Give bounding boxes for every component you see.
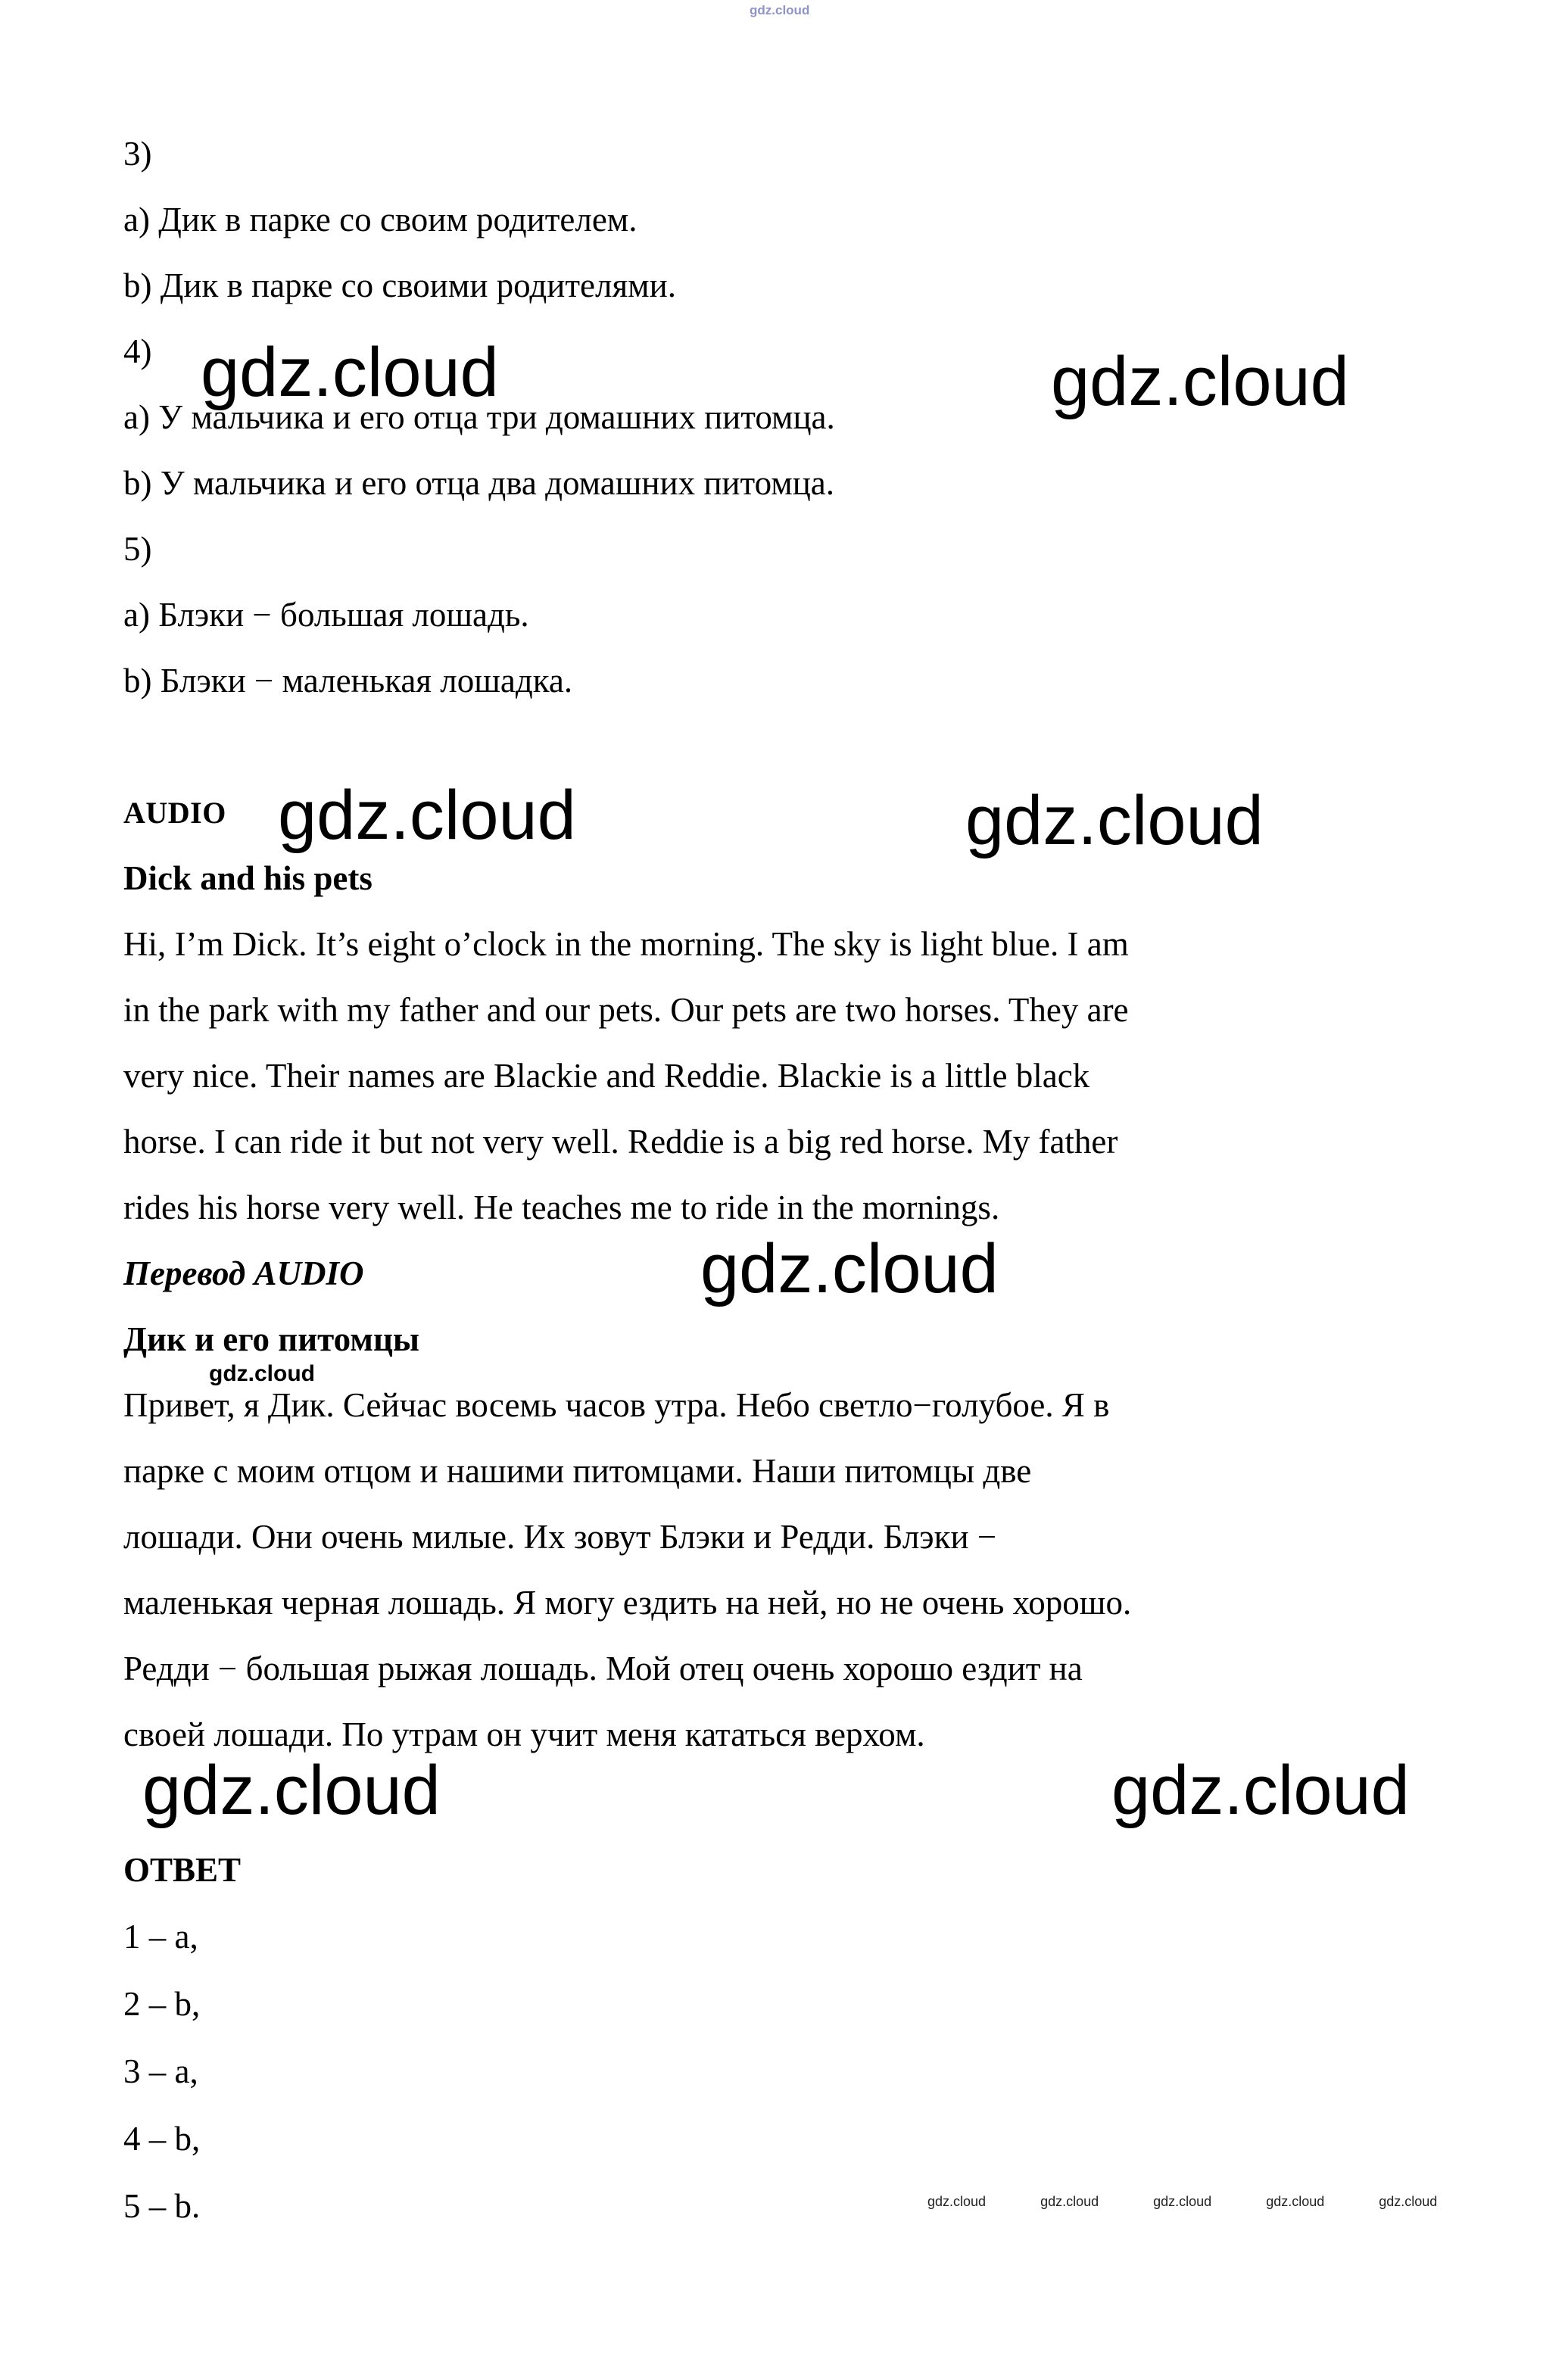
watermark-footer: gdz.cloud: [927, 2194, 987, 2209]
translation-text-line: Редди − большая рыжая лошадь. Мой отец очень хорошо ездит на: [123, 1650, 1083, 1687]
watermark-large: gdz.cloud: [1111, 1752, 1410, 1829]
answer-item: 4 – b,: [123, 2120, 201, 2158]
watermark-large: gdz.cloud: [201, 334, 499, 411]
audio-text-line: Hi, I’m Dick. It’s eight o’clock in the morning. The sky is light blue. I am: [123, 925, 1129, 963]
audio-section-heading: AUDIO: [123, 796, 226, 830]
watermark-large: gdz.cloud: [142, 1752, 441, 1829]
watermark-top: gdz.cloud: [750, 3, 810, 17]
watermark-large: gdz.cloud: [278, 777, 576, 854]
audio-title: Dick and his pets: [123, 859, 373, 897]
answer-item: 1 – a,: [123, 1918, 198, 1955]
question-3-option-b: b) Дик в парке со своими родителями.: [123, 266, 676, 304]
watermark-large: gdz.cloud: [700, 1230, 999, 1307]
question-5-option-b: b) Блэки − маленькая лошадка.: [123, 662, 573, 700]
answer-item: 3 – a,: [123, 2052, 198, 2090]
answers-heading: ОТВЕТ: [123, 1851, 242, 1889]
translation-heading: Перевод AUDIO: [123, 1254, 364, 1292]
translation-title: Дик и его питомцы: [123, 1320, 420, 1358]
question-5-option-a: a) Блэки − большая лошадь.: [123, 596, 529, 634]
audio-text: [123, 911, 1509, 1241]
audio-text-line: very nice. Their names are Blackie and Reddie. Blackie is a little black: [123, 1057, 1090, 1095]
audio-text-line: rides his horse very well. He teaches me to ride in the mornings.: [123, 1189, 1000, 1226]
translation-text-line: маленькая черная лошадь. Я могу ездить на ней, но не очень хорошо.: [123, 1584, 1132, 1622]
question-5-number: 5): [123, 530, 152, 568]
watermark-footer: gdz.cloud: [1379, 2194, 1438, 2209]
translation-text-line: Привет, я Дик. Сейчас восемь часов утра. Небо светло−голубое. Я в: [123, 1386, 1110, 1424]
translation-text-line: парке с моим отцом и нашими питомцами. Наши питомцы две: [123, 1452, 1032, 1490]
question-4-option-b: b) У мальчика и его отца два домашних питомца.: [123, 464, 835, 502]
watermark-large: gdz.cloud: [1051, 343, 1349, 420]
watermark-footer: gdz.cloud: [1266, 2194, 1325, 2209]
answer-item: 2 – b,: [123, 1985, 201, 2023]
translation-text: [123, 1373, 1509, 1768]
watermark-footer: gdz.cloud: [1153, 2194, 1212, 2209]
watermark-footer-row: [927, 2194, 1437, 2210]
audio-text-line: in the park with my father and our pets. Our pets are two horses. They are: [123, 991, 1129, 1029]
question-3-option-a: a) Дик в парке со своим родителем.: [123, 201, 637, 238]
document-content: [123, 121, 1509, 2240]
question-4-option-a: a) У мальчика и его отца три домашних питомца.: [123, 398, 835, 436]
answer-item: 5 – b.: [123, 2187, 201, 2225]
translation-text-line: лошади. Они очень милые. Их зовут Блэки и Редди. Блэки −: [123, 1518, 997, 1556]
question-3-number: 3): [123, 135, 152, 173]
watermark-large: gdz.cloud: [965, 782, 1264, 859]
watermark-footer: gdz.cloud: [1040, 2194, 1099, 2209]
watermark-small: gdz.cloud: [209, 1361, 315, 1386]
answers-list: [123, 1903, 1509, 2240]
translation-text-line: своей лошади. По утрам он учит меня кататься верхом.: [123, 1715, 925, 1753]
audio-text-line: horse. I can ride it but not very well. Reddie is a big red horse. My father: [123, 1123, 1118, 1161]
question-4-number: 4): [123, 332, 152, 370]
